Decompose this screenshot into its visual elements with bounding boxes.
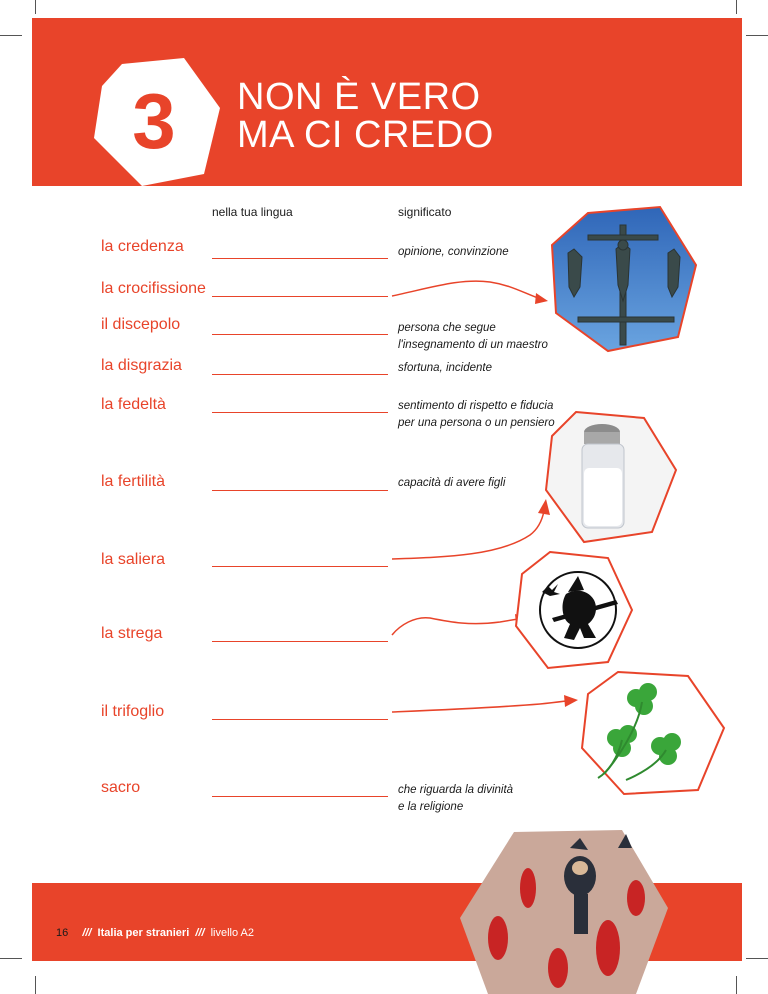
meaning-discepolo xyxy=(398,320,548,354)
chapter-number-badge xyxy=(92,56,222,188)
crucifix-photo xyxy=(548,205,698,355)
answer-line[interactable] xyxy=(212,490,388,491)
answer-line[interactable] xyxy=(212,641,388,642)
arrow-strega xyxy=(390,600,530,645)
term-saliera: la saliera xyxy=(101,551,166,568)
arrow-trifoglio xyxy=(390,690,580,720)
meaning-sacro-line1: che riguarda la divinità xyxy=(398,784,514,796)
answer-line[interactable] xyxy=(212,412,388,413)
meaning-fedelta-line2: per una persona o un pensiero xyxy=(398,417,555,429)
chapter-number: 3 xyxy=(132,77,176,165)
footer-slashes: /// xyxy=(82,927,92,939)
meaning-sacro-line2: e la religione xyxy=(398,801,464,813)
answer-line[interactable] xyxy=(212,566,388,567)
chapter-title-line2: MA CI CREDO xyxy=(237,114,494,156)
crop-mark xyxy=(746,958,768,959)
term-sacro: sacro xyxy=(101,779,141,796)
chapter-title-line1: NON È VERO xyxy=(237,76,481,118)
term-credenza: la credenza xyxy=(101,238,184,255)
meaning-discepolo-line2: l'insegnamento di un maestro xyxy=(398,339,548,351)
column-header-native-language: nella tua lingua xyxy=(212,205,293,219)
crop-mark xyxy=(35,976,36,994)
answer-line[interactable] xyxy=(212,719,388,720)
witch-figurines-photo xyxy=(458,828,670,994)
term-strega: la strega xyxy=(101,625,163,642)
chapter-title xyxy=(237,78,494,154)
footer-level: livello A2 xyxy=(210,927,254,939)
arrow-crocifissione xyxy=(390,276,550,316)
crop-mark xyxy=(0,958,22,959)
answer-line[interactable] xyxy=(212,334,388,335)
crop-mark xyxy=(736,0,737,14)
witch-silhouette-image xyxy=(512,548,634,670)
clover-photo xyxy=(578,668,728,798)
term-trifoglio: il trifoglio xyxy=(101,703,165,720)
term-disgrazia: la disgrazia xyxy=(101,357,182,374)
meaning-disgrazia: sfortuna, incidente xyxy=(398,362,492,374)
meaning-sacro xyxy=(398,782,513,816)
meaning-fertilita: capacità di avere figli xyxy=(398,477,506,489)
term-fertilita: la fertilità xyxy=(101,473,166,490)
meaning-credenza: opinione, convinzione xyxy=(398,246,509,258)
footer-book-title: Italia per stranieri xyxy=(97,927,190,939)
term-discepolo: il discepolo xyxy=(101,316,181,333)
meaning-discepolo-line1: persona che segue xyxy=(398,322,496,334)
term-crocifissione: la crocifissione xyxy=(101,280,206,297)
crop-mark xyxy=(736,976,737,994)
answer-line[interactable] xyxy=(212,258,388,259)
footer-slashes: /// xyxy=(195,927,205,939)
term-fedelta: la fedeltà xyxy=(101,396,166,413)
crop-mark xyxy=(35,0,36,14)
answer-line[interactable] xyxy=(212,374,388,375)
meaning-fedelta-line1: sentimento di rispetto e fiducia xyxy=(398,400,554,412)
crop-mark xyxy=(746,35,768,36)
meaning-fedelta xyxy=(398,398,555,432)
salt-shaker-photo xyxy=(540,408,680,546)
answer-line[interactable] xyxy=(212,296,388,297)
crop-mark xyxy=(0,35,22,36)
column-header-meaning: significato xyxy=(398,205,452,219)
footer-caption xyxy=(56,927,254,939)
page-number: 16 xyxy=(56,927,69,939)
answer-line[interactable] xyxy=(212,796,388,797)
